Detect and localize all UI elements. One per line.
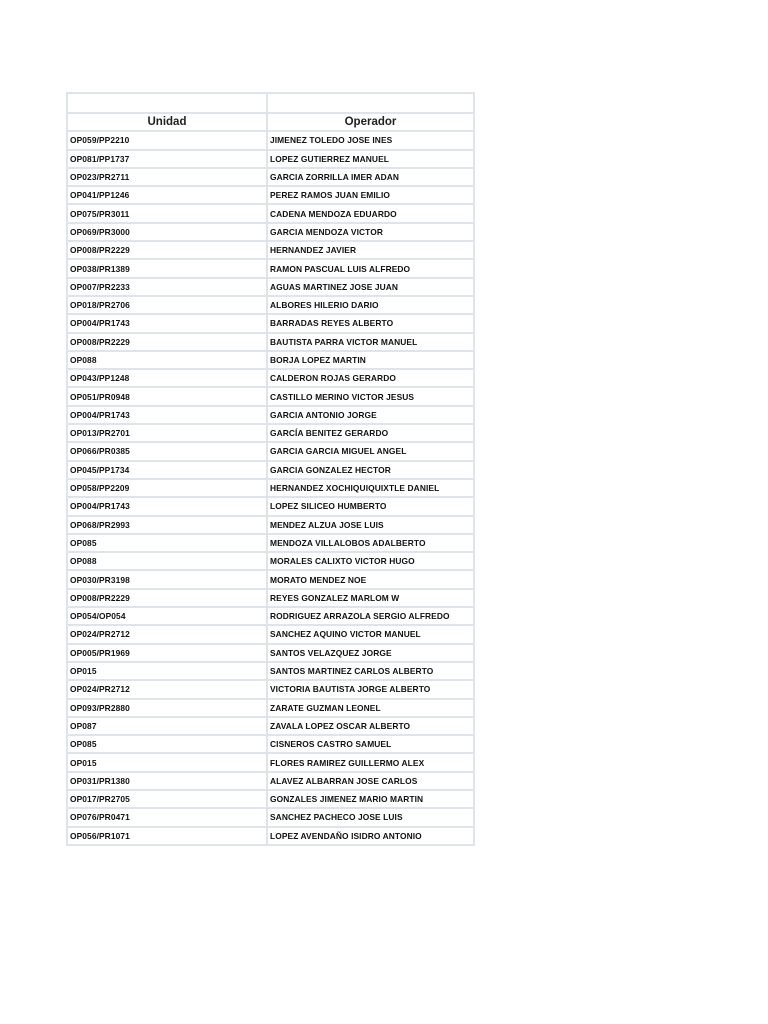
blank-row <box>67 93 474 113</box>
unidad-cell: OP058/PP2209 <box>67 479 267 497</box>
table-row <box>67 717 474 735</box>
table-row <box>67 278 474 296</box>
table-row <box>67 808 474 826</box>
unidad-cell: OP030/PR3198 <box>67 570 267 588</box>
operador-cell: ZARATE GUZMAN LEONEL <box>267 699 474 717</box>
unidad-cell: OP069/PR3000 <box>67 223 267 241</box>
operador-cell: SANTOS VELAZQUEZ JORGE <box>267 644 474 662</box>
operador-cell: GARCIA ZORRILLA IMER ADAN <box>267 168 474 186</box>
operador-cell: SANTOS MARTINEZ CARLOS ALBERTO <box>267 662 474 680</box>
operador-cell: CISNEROS CASTRO SAMUEL <box>267 735 474 753</box>
operador-cell: GARCIA GARCIA MIGUEL ANGEL <box>267 442 474 460</box>
unidad-cell: OP059/PP2210 <box>67 131 267 149</box>
operador-cell: PEREZ RAMOS JUAN EMILIO <box>267 186 474 204</box>
table-row <box>67 241 474 259</box>
operator-table-sheet <box>66 92 473 846</box>
unidad-cell: OP007/PR2233 <box>67 278 267 296</box>
table-row <box>67 827 474 845</box>
table-row <box>67 296 474 314</box>
operador-cell: LOPEZ GUTIERREZ MANUEL <box>267 150 474 168</box>
unidad-cell: OP031/PR1380 <box>67 772 267 790</box>
unidad-cell: OP088 <box>67 351 267 369</box>
operador-cell: ALBORES HILERIO DARIO <box>267 296 474 314</box>
unidad-cell: OP066/PR0385 <box>67 442 267 460</box>
operador-cell: MENDEZ ALZUA JOSE LUIS <box>267 516 474 534</box>
operador-cell: RAMON PASCUAL LUIS ALFREDO <box>267 259 474 277</box>
unidad-cell: OP093/PR2880 <box>67 699 267 717</box>
operador-cell: HERNANDEZ XOCHIQUIQUIXTLE DANIEL <box>267 479 474 497</box>
unidad-cell: OP045/PP1734 <box>67 461 267 479</box>
operador-cell: SANCHEZ AQUINO VICTOR MANUEL <box>267 625 474 643</box>
blank-cell-unidad <box>67 93 267 113</box>
operador-cell: REYES GONZALEZ MARLOM W <box>267 589 474 607</box>
operador-cell: MENDOZA VILLALOBOS ADALBERTO <box>267 534 474 552</box>
unidad-cell: OP008/PR2229 <box>67 241 267 259</box>
unidad-cell: OP015 <box>67 753 267 771</box>
table-row <box>67 662 474 680</box>
header-operador: Operador <box>267 113 474 131</box>
unidad-cell: OP054/OP054 <box>67 607 267 625</box>
table-row <box>67 186 474 204</box>
table-row <box>67 351 474 369</box>
table-row <box>67 314 474 332</box>
unidad-cell: OP056/PR1071 <box>67 827 267 845</box>
unidad-cell: OP081/PP1737 <box>67 150 267 168</box>
unidad-cell: OP004/PR1743 <box>67 497 267 515</box>
table-row <box>67 790 474 808</box>
operador-cell: AGUAS MARTINEZ JOSE JUAN <box>267 278 474 296</box>
unidad-cell: OP085 <box>67 534 267 552</box>
operador-cell: LOPEZ SILICEO HUMBERTO <box>267 497 474 515</box>
blank-cell-operador <box>267 93 474 113</box>
table-row <box>67 516 474 534</box>
table-row <box>67 131 474 149</box>
table-row <box>67 442 474 460</box>
unidad-cell: OP051/PR0948 <box>67 387 267 405</box>
unidad-cell: OP013/PR2701 <box>67 424 267 442</box>
operador-cell: JIMENEZ TOLEDO JOSE INES <box>267 131 474 149</box>
unidad-cell: OP087 <box>67 717 267 735</box>
unidad-cell: OP008/PR2229 <box>67 589 267 607</box>
table-row <box>67 570 474 588</box>
unidad-cell: OP008/PR2229 <box>67 333 267 351</box>
table-row <box>67 534 474 552</box>
operador-cell: GARCIA MENDOZA VICTOR <box>267 223 474 241</box>
table-row <box>67 552 474 570</box>
table-row <box>67 369 474 387</box>
header-row <box>67 113 474 131</box>
operador-cell: LOPEZ AVENDAÑO ISIDRO ANTONIO <box>267 827 474 845</box>
operador-cell: GARCÍA BENITEZ GERARDO <box>267 424 474 442</box>
operador-cell: ALAVEZ ALBARRAN JOSE CARLOS <box>267 772 474 790</box>
operador-cell: MORALES CALIXTO VICTOR HUGO <box>267 552 474 570</box>
table-row <box>67 333 474 351</box>
table-row <box>67 607 474 625</box>
unidad-cell: OP076/PR0471 <box>67 808 267 826</box>
table-row <box>67 625 474 643</box>
unidad-cell: OP043/PP1248 <box>67 369 267 387</box>
table-row <box>67 424 474 442</box>
table-row <box>67 150 474 168</box>
operador-cell: ZAVALA LOPEZ OSCAR ALBERTO <box>267 717 474 735</box>
operador-cell: GONZALES JIMENEZ MARIO MARTIN <box>267 790 474 808</box>
unidad-cell: OP024/PR2712 <box>67 625 267 643</box>
table-row <box>67 168 474 186</box>
table-row <box>67 772 474 790</box>
table-row <box>67 753 474 771</box>
operador-cell: BAUTISTA PARRA VICTOR MANUEL <box>267 333 474 351</box>
unidad-cell: OP041/PP1246 <box>67 186 267 204</box>
unidad-cell: OP085 <box>67 735 267 753</box>
table-row <box>67 387 474 405</box>
table-row <box>67 223 474 241</box>
operador-cell: SANCHEZ PACHECO JOSE LUIS <box>267 808 474 826</box>
unidad-cell: OP024/PR2712 <box>67 680 267 698</box>
unidad-cell: OP075/PR3011 <box>67 204 267 222</box>
operador-cell: VICTORIA BAUTISTA JORGE ALBERTO <box>267 680 474 698</box>
operador-cell: GARCIA GONZALEZ HECTOR <box>267 461 474 479</box>
table-row <box>67 497 474 515</box>
table-row <box>67 406 474 424</box>
table-row <box>67 680 474 698</box>
operator-table <box>66 92 475 846</box>
unidad-cell: OP004/PR1743 <box>67 314 267 332</box>
unidad-cell: OP038/PR1389 <box>67 259 267 277</box>
operador-cell: MORATO MENDEZ NOE <box>267 570 474 588</box>
table-row <box>67 204 474 222</box>
unidad-cell: OP005/PR1969 <box>67 644 267 662</box>
operador-cell: GARCIA ANTONIO JORGE <box>267 406 474 424</box>
operador-cell: BORJA LOPEZ MARTIN <box>267 351 474 369</box>
operador-cell: CALDERON ROJAS GERARDO <box>267 369 474 387</box>
table-row <box>67 479 474 497</box>
operador-cell: CADENA MENDOZA EDUARDO <box>267 204 474 222</box>
operador-cell: RODRIGUEZ ARRAZOLA SERGIO ALFREDO <box>267 607 474 625</box>
table-row <box>67 461 474 479</box>
table-row <box>67 589 474 607</box>
unidad-cell: OP023/PR2711 <box>67 168 267 186</box>
header-unidad: Unidad <box>67 113 267 131</box>
operador-cell: HERNANDEZ JAVIER <box>267 241 474 259</box>
unidad-cell: OP018/PR2706 <box>67 296 267 314</box>
table-row <box>67 259 474 277</box>
operador-cell: FLORES RAMIREZ GUILLERMO ALEX <box>267 753 474 771</box>
table-row <box>67 644 474 662</box>
operador-cell: CASTILLO MERINO VICTOR JESUS <box>267 387 474 405</box>
unidad-cell: OP015 <box>67 662 267 680</box>
unidad-cell: OP004/PR1743 <box>67 406 267 424</box>
operador-cell: BARRADAS REYES ALBERTO <box>267 314 474 332</box>
unidad-cell: OP088 <box>67 552 267 570</box>
unidad-cell: OP068/PR2993 <box>67 516 267 534</box>
table-row <box>67 699 474 717</box>
unidad-cell: OP017/PR2705 <box>67 790 267 808</box>
table-row <box>67 735 474 753</box>
table-body <box>67 131 474 845</box>
